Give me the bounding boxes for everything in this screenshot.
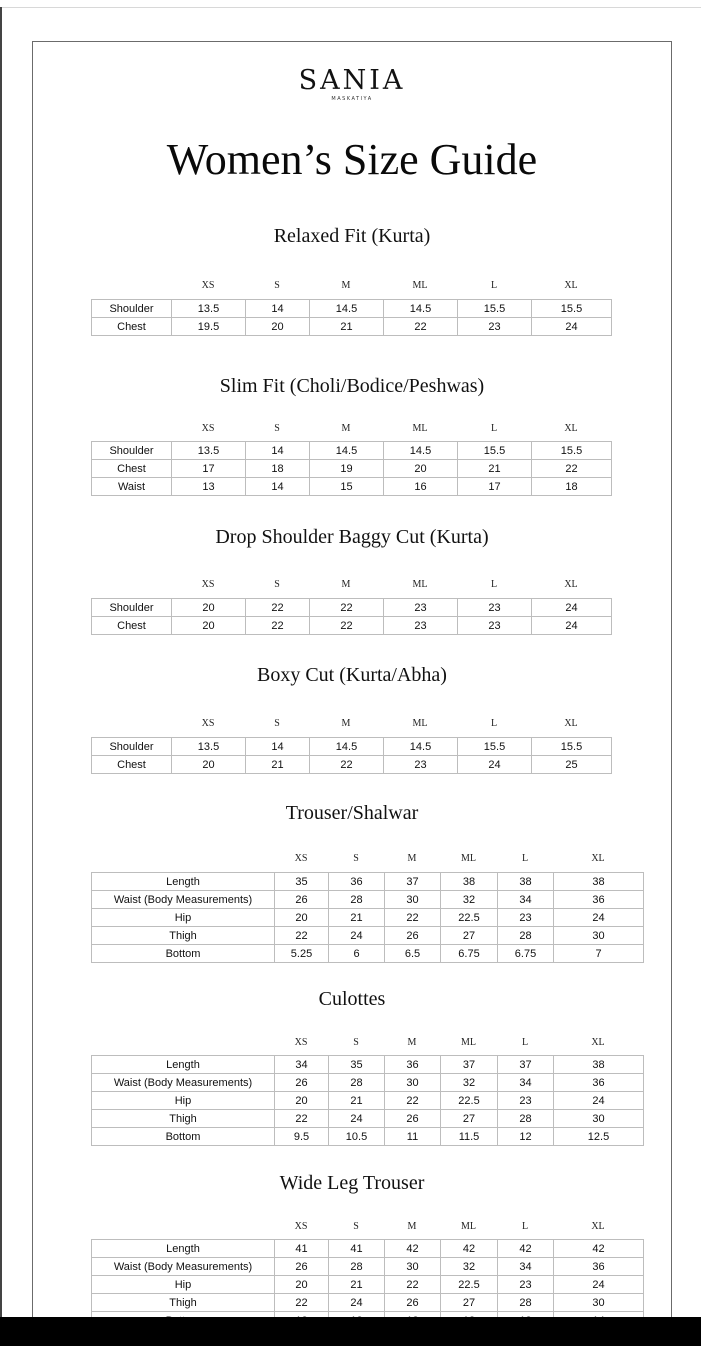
- measurement-cell: 14: [246, 738, 310, 756]
- measurement-cell: 15: [310, 478, 384, 496]
- size-header-xl: XL: [591, 1037, 605, 1048]
- measurement-cell: 34: [498, 1258, 554, 1276]
- size-header-s: S: [274, 280, 280, 291]
- size-header-s: S: [274, 423, 280, 434]
- row-label: Shoulder: [92, 442, 172, 460]
- measurement-cell: 36: [554, 1074, 644, 1092]
- measurement-cell: 14.5: [384, 738, 458, 756]
- measurement-cell: 32: [441, 891, 498, 909]
- measurement-cell: 36: [554, 1258, 644, 1276]
- measurement-cell: 22: [310, 599, 384, 617]
- row-label: Waist (Body Measurements): [92, 1258, 275, 1276]
- size-header-s: S: [274, 718, 280, 729]
- size-header-m: M: [341, 280, 351, 291]
- measurement-cell: 24: [554, 1276, 644, 1294]
- measurement-cell: 20: [275, 1276, 329, 1294]
- size-header-l: L: [521, 1221, 529, 1232]
- row-label: Bottom: [92, 945, 275, 963]
- measurement-cell: 22: [385, 1092, 441, 1110]
- measurement-cell: 23: [498, 1092, 554, 1110]
- measurement-cell: 24: [532, 599, 612, 617]
- measurement-cell: 37: [498, 1056, 554, 1074]
- table-row: [92, 891, 644, 909]
- section-title: Trouser/Shalwar: [285, 802, 419, 824]
- measurement-cell: 14.5: [310, 300, 384, 318]
- section-title: Relaxed Fit (Kurta): [273, 225, 431, 247]
- table-row: [92, 873, 644, 891]
- measurement-cell: 24: [554, 909, 644, 927]
- measurement-cell: 32: [441, 1074, 498, 1092]
- measurement-cell: 20: [246, 318, 310, 336]
- row-label: Chest: [92, 617, 172, 635]
- measurement-cell: 28: [329, 1258, 385, 1276]
- measurement-cell: 41: [275, 1240, 329, 1258]
- measurement-cell: 13.5: [172, 300, 246, 318]
- measurement-cell: 15.5: [532, 300, 612, 318]
- measurement-cell: 30: [385, 1258, 441, 1276]
- size-guide-document: [32, 41, 672, 1341]
- table-row: [92, 460, 612, 478]
- measurement-cell: 30: [554, 927, 644, 945]
- row-label: Chest: [92, 318, 172, 336]
- table-row: [92, 1240, 644, 1258]
- measurement-cell: 26: [385, 1294, 441, 1312]
- size-header-m: M: [407, 1037, 417, 1048]
- measurement-cell: 32: [441, 1258, 498, 1276]
- row-label: Shoulder: [92, 300, 172, 318]
- measurement-cell: 20: [172, 617, 246, 635]
- table-row: [92, 478, 612, 496]
- table-row: [92, 738, 612, 756]
- measurement-cell: 42: [441, 1240, 498, 1258]
- measurement-cell: 14.5: [384, 442, 458, 460]
- row-label: Length: [92, 1056, 275, 1074]
- measurement-cell: 34: [498, 891, 554, 909]
- size-table: [91, 598, 612, 635]
- measurement-cell: 26: [275, 1258, 329, 1276]
- measurement-cell: 12.5: [554, 1128, 644, 1146]
- measurement-cell: 11.5: [441, 1128, 498, 1146]
- size-header-xl: XL: [564, 579, 578, 590]
- size-header-s: S: [353, 853, 359, 864]
- size-header-l: L: [490, 718, 498, 729]
- measurement-cell: 28: [498, 927, 554, 945]
- measurement-cell: 15.5: [532, 738, 612, 756]
- measurement-cell: 19: [310, 460, 384, 478]
- row-label: Shoulder: [92, 599, 172, 617]
- measurement-cell: 23: [384, 756, 458, 774]
- page-title: Women’s Size Guide: [166, 135, 538, 184]
- measurement-cell: 23: [498, 1276, 554, 1294]
- table-row: [92, 909, 644, 927]
- row-label: Shoulder: [92, 738, 172, 756]
- measurement-cell: 27: [441, 1294, 498, 1312]
- measurement-cell: 18: [532, 478, 612, 496]
- left-edge: [0, 7, 2, 1317]
- size-table: [91, 1055, 644, 1146]
- size-header-ml: ML: [412, 280, 428, 291]
- measurement-cell: 15.5: [458, 442, 532, 460]
- measurement-cell: 17: [172, 460, 246, 478]
- table-row: [92, 756, 612, 774]
- measurement-cell: 22: [275, 927, 329, 945]
- measurement-cell: 24: [329, 1110, 385, 1128]
- size-header-ml: ML: [412, 579, 428, 590]
- row-label: Bottom: [92, 1128, 275, 1146]
- measurement-cell: 10.5: [329, 1128, 385, 1146]
- measurement-cell: 42: [554, 1240, 644, 1258]
- measurement-cell: 27: [441, 927, 498, 945]
- row-label: Thigh: [92, 927, 275, 945]
- size-header-xs: XS: [294, 853, 308, 864]
- measurement-cell: 20: [172, 599, 246, 617]
- measurement-cell: 14: [246, 300, 310, 318]
- measurement-cell: 11: [385, 1128, 441, 1146]
- measurement-cell: 18: [246, 460, 310, 478]
- size-header-ml: ML: [412, 423, 428, 434]
- measurement-cell: 25: [532, 756, 612, 774]
- measurement-cell: 35: [329, 1056, 385, 1074]
- size-header-xs: XS: [294, 1037, 308, 1048]
- measurement-cell: 26: [385, 927, 441, 945]
- measurement-cell: 6.5: [385, 945, 441, 963]
- measurement-cell: 21: [329, 1092, 385, 1110]
- size-header-m: M: [341, 423, 351, 434]
- size-header-xs: XS: [201, 579, 215, 590]
- measurement-cell: 30: [554, 1110, 644, 1128]
- measurement-cell: 22: [310, 617, 384, 635]
- size-header-xs: XS: [201, 718, 215, 729]
- measurement-cell: 35: [275, 873, 329, 891]
- measurement-cell: 28: [498, 1294, 554, 1312]
- measurement-cell: 14: [246, 478, 310, 496]
- row-label: Waist: [92, 478, 172, 496]
- measurement-cell: 19.5: [172, 318, 246, 336]
- top-divider: [0, 7, 701, 8]
- table-row: [92, 1276, 644, 1294]
- size-header-m: M: [341, 579, 351, 590]
- measurement-cell: 13.5: [172, 442, 246, 460]
- section-title: Boxy Cut (Kurta/Abha): [257, 664, 447, 686]
- measurement-cell: 37: [385, 873, 441, 891]
- measurement-cell: 28: [329, 891, 385, 909]
- size-header-l: L: [521, 853, 529, 864]
- table-row: [92, 1092, 644, 1110]
- size-header-xl: XL: [591, 853, 605, 864]
- row-label: Hip: [92, 909, 275, 927]
- row-label: Hip: [92, 1092, 275, 1110]
- measurement-cell: 22.5: [441, 1092, 498, 1110]
- row-label: Thigh: [92, 1110, 275, 1128]
- measurement-cell: 17: [458, 478, 532, 496]
- table-row: [92, 1074, 644, 1092]
- measurement-cell: 15.5: [532, 442, 612, 460]
- table-row: [92, 1110, 644, 1128]
- measurement-cell: 21: [329, 1276, 385, 1294]
- section-title: Wide Leg Trouser: [279, 1172, 425, 1194]
- size-header-xs: XS: [294, 1221, 308, 1232]
- measurement-cell: 34: [498, 1074, 554, 1092]
- brand-subtitle: MASKATIYA: [331, 96, 373, 102]
- measurement-cell: 22: [246, 617, 310, 635]
- measurement-cell: 22: [275, 1294, 329, 1312]
- measurement-cell: 22: [384, 318, 458, 336]
- section-title: Drop Shoulder Baggy Cut (Kurta): [215, 526, 489, 548]
- measurement-cell: 23: [458, 617, 532, 635]
- size-table: [91, 737, 612, 774]
- measurement-cell: 12: [498, 1128, 554, 1146]
- measurement-cell: 13: [172, 478, 246, 496]
- size-header-l: L: [490, 423, 498, 434]
- measurement-cell: 23: [498, 909, 554, 927]
- measurement-cell: 15.5: [458, 738, 532, 756]
- measurement-cell: 30: [554, 1294, 644, 1312]
- size-header-ml: ML: [461, 1037, 476, 1048]
- row-label: Thigh: [92, 1294, 275, 1312]
- size-header-ml: ML: [412, 718, 428, 729]
- measurement-cell: 6: [329, 945, 385, 963]
- measurement-cell: 36: [385, 1056, 441, 1074]
- measurement-cell: 14: [246, 442, 310, 460]
- size-header-ml: ML: [461, 853, 476, 864]
- table-row: [92, 599, 612, 617]
- measurement-cell: 22: [246, 599, 310, 617]
- size-header-xl: XL: [591, 1221, 605, 1232]
- measurement-cell: 6.75: [441, 945, 498, 963]
- size-header-ml: ML: [461, 1221, 476, 1232]
- measurement-cell: 5.25: [275, 945, 329, 963]
- measurement-cell: 23: [384, 599, 458, 617]
- measurement-cell: 26: [275, 891, 329, 909]
- measurement-cell: 22: [310, 756, 384, 774]
- measurement-cell: 42: [385, 1240, 441, 1258]
- size-header-l: L: [490, 579, 498, 590]
- section-title: Slim Fit (Choli/Bodice/Peshwas): [219, 375, 485, 397]
- measurement-cell: 26: [275, 1074, 329, 1092]
- measurement-cell: 34: [275, 1056, 329, 1074]
- measurement-cell: 21: [329, 909, 385, 927]
- row-label: Waist (Body Measurements): [92, 891, 275, 909]
- measurement-cell: 14.5: [310, 738, 384, 756]
- row-label: Hip: [92, 1276, 275, 1294]
- measurement-cell: 15.5: [458, 300, 532, 318]
- measurement-cell: 20: [172, 756, 246, 774]
- measurement-cell: 27: [441, 1110, 498, 1128]
- bottom-black-bar: [0, 1317, 701, 1346]
- measurement-cell: 23: [384, 617, 458, 635]
- measurement-cell: 14.5: [310, 442, 384, 460]
- table-row: [92, 1258, 644, 1276]
- size-header-xl: XL: [564, 718, 578, 729]
- measurement-cell: 24: [554, 1092, 644, 1110]
- measurement-cell: 13.5: [172, 738, 246, 756]
- table-row: [92, 1128, 644, 1146]
- table-row: [92, 617, 612, 635]
- measurement-cell: 24: [532, 617, 612, 635]
- measurement-cell: 22: [275, 1110, 329, 1128]
- measurement-cell: 36: [329, 873, 385, 891]
- measurement-cell: 28: [498, 1110, 554, 1128]
- measurement-cell: 30: [385, 891, 441, 909]
- measurement-cell: 21: [458, 460, 532, 478]
- size-header-s: S: [274, 579, 280, 590]
- size-header-l: L: [521, 1037, 529, 1048]
- measurement-cell: 23: [458, 599, 532, 617]
- size-table: [91, 441, 612, 496]
- measurement-cell: 22: [385, 1276, 441, 1294]
- table-row: [92, 927, 644, 945]
- measurement-cell: 9.5: [275, 1128, 329, 1146]
- measurement-cell: 24: [329, 927, 385, 945]
- measurement-cell: 22: [532, 460, 612, 478]
- size-header-s: S: [353, 1221, 359, 1232]
- row-label: Length: [92, 873, 275, 891]
- size-table: [91, 299, 612, 336]
- size-header-m: M: [407, 853, 417, 864]
- size-header-m: M: [341, 718, 351, 729]
- table-row: [92, 1056, 644, 1074]
- measurement-cell: 28: [329, 1074, 385, 1092]
- brand-logo-text: SANIA: [298, 65, 406, 96]
- size-header-xs: XS: [201, 280, 215, 291]
- measurement-cell: 7: [554, 945, 644, 963]
- table-row: [92, 442, 612, 460]
- measurement-cell: 30: [385, 1074, 441, 1092]
- measurement-cell: 21: [310, 318, 384, 336]
- size-header-m: M: [407, 1221, 417, 1232]
- measurement-cell: 42: [498, 1240, 554, 1258]
- size-header-xl: XL: [564, 280, 578, 291]
- measurement-cell: 24: [532, 318, 612, 336]
- table-row: [92, 318, 612, 336]
- measurement-cell: 24: [458, 756, 532, 774]
- measurement-cell: 23: [458, 318, 532, 336]
- size-header-l: L: [490, 280, 498, 291]
- table-row: [92, 1294, 644, 1312]
- size-header-xl: XL: [564, 423, 578, 434]
- measurement-cell: 26: [385, 1110, 441, 1128]
- size-header-xs: XS: [201, 423, 215, 434]
- section-title: Culottes: [318, 988, 386, 1010]
- measurement-cell: 36: [554, 891, 644, 909]
- measurement-cell: 20: [275, 1092, 329, 1110]
- measurement-cell: 24: [329, 1294, 385, 1312]
- row-label: Length: [92, 1240, 275, 1258]
- measurement-cell: 21: [246, 756, 310, 774]
- measurement-cell: 22.5: [441, 909, 498, 927]
- table-row: [92, 300, 612, 318]
- measurement-cell: 37: [441, 1056, 498, 1074]
- measurement-cell: 38: [441, 873, 498, 891]
- measurement-cell: 22.5: [441, 1276, 498, 1294]
- measurement-cell: 41: [329, 1240, 385, 1258]
- measurement-cell: 20: [275, 909, 329, 927]
- measurement-cell: 38: [554, 873, 644, 891]
- size-header-s: S: [353, 1037, 359, 1048]
- measurement-cell: 16: [384, 478, 458, 496]
- row-label: Waist (Body Measurements): [92, 1074, 275, 1092]
- table-row: [92, 945, 644, 963]
- size-table: [91, 872, 644, 963]
- measurement-cell: 38: [554, 1056, 644, 1074]
- measurement-cell: 6.75: [498, 945, 554, 963]
- row-label: Chest: [92, 460, 172, 478]
- measurement-cell: 20: [384, 460, 458, 478]
- measurement-cell: 38: [498, 873, 554, 891]
- row-label: Chest: [92, 756, 172, 774]
- measurement-cell: 22: [385, 909, 441, 927]
- measurement-cell: 14.5: [384, 300, 458, 318]
